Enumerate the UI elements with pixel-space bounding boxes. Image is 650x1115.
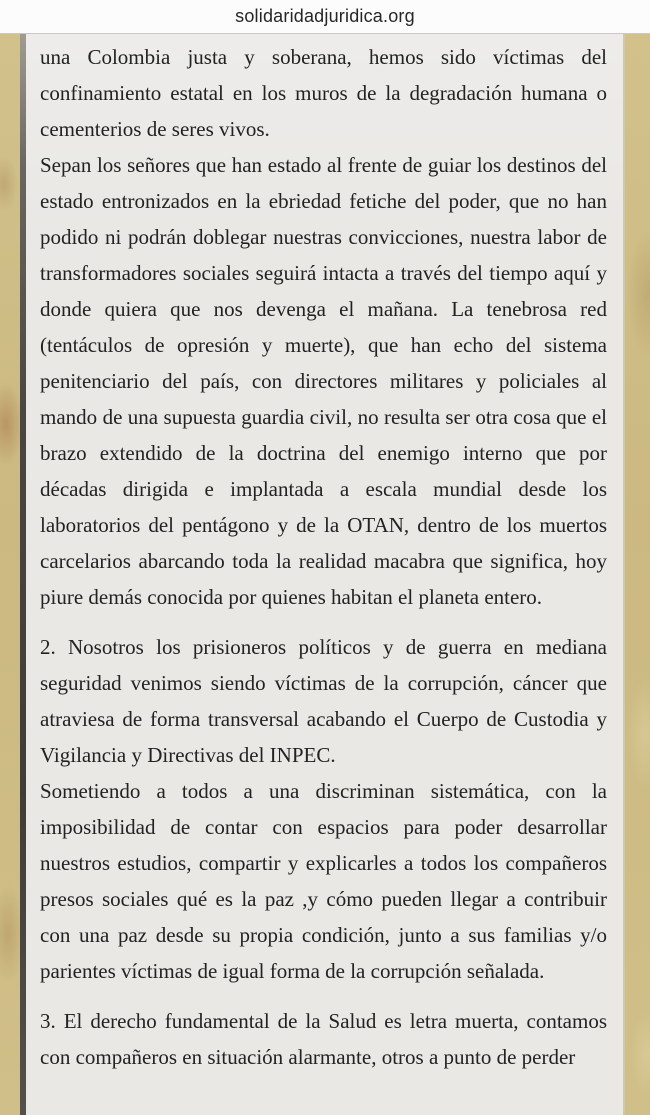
page-background bbox=[0, 34, 650, 1115]
document-text bbox=[26, 39, 623, 1115]
url-text: solidaridadjuridica.org bbox=[235, 6, 415, 26]
paragraph-item-2: 2. Nosotros los prisioneros políticos y de guerra en mediana seguridad venimos siendo víctimas de la corrupción, cáncer que atraviesa de forma transversal acabando el Cuerpo de Custodia y Vigilancia y Directivas del INPEC. bbox=[40, 635, 607, 767]
browser-url-bar[interactable] bbox=[0, 0, 650, 34]
paragraph-item-3: 3. El derecho fundamental de la Salud es letra muerta, contamos con compañeros en situación alarmante, otros a punto de perder bbox=[40, 1009, 607, 1069]
paragraph-continuation: una Colombia justa y soberana, hemos sido víctimas del confinamiento estatal en los muros de la degradación humana o cementerios de seres vivos. bbox=[40, 45, 607, 141]
paragraph-sepan: Sepan los señores que han estado al frente de guiar los destinos del estado entronizados en la ebriedad fetiche del poder, que no han podido ni podrán doblegar nuestras convicciones, nuestra labor de transformadores sociales seguirá intacta a través del tiempo aquí y donde quiera que nos devenga el mañana. La tenebrosa red (tentáculos de opresión y muerte), que han echo del sistema penitenciario del país, con directores militares y policiales al mando de una supuesta guardia civil, no resulta ser otra cosa que el brazo extendido de la doctrina del enemigo interno que por décadas dirigida e implantada a escala mundial desde los laboratorios del pentágono y de la OTAN, dentro de los muertos carcelarios abarcando toda la realidad macabra que significa, hoy piure demás conocida por quienes habitan el planeta entero. bbox=[40, 153, 607, 609]
paragraph-sometiendo: Sometiendo a todos a una discriminan sistemática, con la imposibilidad de contar con espacios para poder desarrollar nuestros estudios, compartir y explicarles a todos los compañeros presos sociales qué es la paz ,y cómo pueden llegar a contribuir con una paz desde su propia condición, junto a sus familias y/o parientes víctimas de igual forma de la corrupción señalada. bbox=[40, 779, 607, 983]
document-page bbox=[20, 34, 625, 1115]
